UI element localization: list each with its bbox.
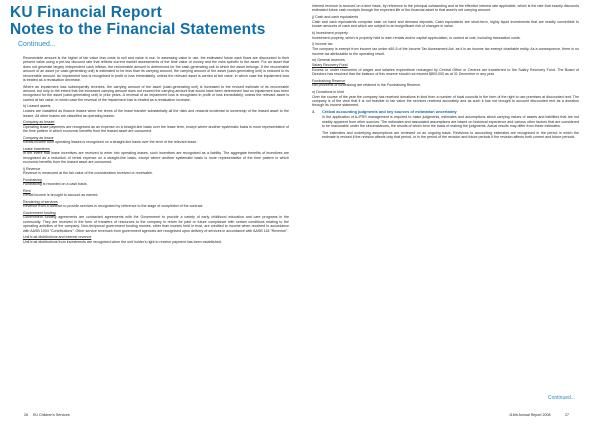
critical-judgments-paragraph-1: In the application of A-IFRS management is required to make judgments, estimates and assumptions about carrying values of assets and liabilities that are not readily apparent from other sources. The estimates and associated assumptions are based on historical experience and various other factors that are considered to be reasonable under the circumstances, the results of which form the basis of making the judgments. Actual results may differ from these estimates.	[322, 115, 579, 129]
company-lessee-heading: Company as lessee	[23, 120, 55, 125]
report-title: KU Financial Report	[10, 4, 162, 21]
left-footer-text: KU Children's Services	[33, 413, 70, 417]
lease-incentives-paragraph: In the event that lease incentives are received to enter into operating leases, such incentives are recognised as a liability. The aggregate benefits of incentives are recognised as a reduction of rental expense on a straight-line basis, except where another systematic basis is more representative of the time pattern in which economic benefits from the leased asset are consumed.	[23, 151, 289, 164]
general-reserves-heading: m) General reserves	[312, 58, 345, 63]
cash-paragraph: Cash and cash equivalents comprise cash on hand and demand deposits. Cash equivalents are short-term, highly liquid investments that are readily convertible to known amounts of cash and which are subject to an insignificant risk of changes in value.	[312, 19, 579, 29]
unit-trust-paragraph: Unit trust distributions from investments are recognised when the unit holder's right to receive payment has been established.	[23, 239, 222, 244]
investment-property-heading: k) Investment property	[312, 30, 348, 35]
fundraising-paragraph: Fundraising is recorded on a cash basis.	[23, 182, 88, 187]
government-funding-heading: Government funding	[23, 211, 56, 216]
unit-trust-heading: Unit trust distributions and interest revenue	[23, 235, 92, 240]
salary-recovery-paragraph: Excess or under recoveries of wages and salaries expenditure recharged by Central Office or Centres are transferred to the Salary Recovery Fund. The Board of Directors has resolved that the balance of this reserve should not exceed $800,000 as at 31 December in any year.	[312, 67, 579, 77]
investment-property-paragraph: Investment property, which is property held to earn rentals and/or capital appreciation, is carried at cost, including transaction costs.	[312, 35, 521, 40]
cash-heading: j) Cash and cash equivalents	[312, 15, 359, 19]
leased-assets-heading: h) Leased assets	[23, 104, 51, 109]
services-heading: Rendering of services	[23, 200, 58, 205]
right-column	[312, 4, 579, 142]
donations-heading: n) Donations in kind	[312, 89, 344, 94]
company-lessor-heading: Company as lessor	[23, 135, 54, 140]
leased-assets-paragraph: Leases are classified as finance leases when the terms of the lease transfer substantially all the risks and rewards incidental to ownership of the leased asset to the lessee. All other leases are classified as operating leases.	[23, 109, 289, 118]
right-footer-text: 116th Annual Report 2008	[509, 413, 551, 417]
impairment-paragraph-2: Where an impairment loss subsequently reverses, the carrying amount of the asset (cash-generating unit) is increased to the revised estimate of its recoverable amount, but only to the extent that the increased carrying amount does not exceed the carrying amount that would have been determined had no impairment loss been recognised for the asset (cash-generating unit) in prior years. A reversal of an impairment loss is recognised in profit or loss immediately, unless the relevant asset is carried at fair value, in which case the reversal of the impairment loss is treated as a revaluation increase.	[23, 84, 289, 102]
rent-heading: Rent	[23, 189, 31, 194]
critical-judgments-heading	[312, 110, 579, 114]
services-paragraph: Revenue from a contract to provide services is recognised by reference to the stage of completion of the contract.	[23, 204, 204, 209]
continued-bottom-label: Continued...	[548, 395, 575, 401]
left-page-number: 26	[24, 413, 28, 417]
continued-label: Continued...	[18, 41, 56, 48]
section-title: Notes to the Financial Statements	[10, 21, 266, 38]
company-lessee-paragraph: Operating lease payments are recognised as an expense on a straight-line basis over the lease term, except where another systematic basis is more representative of the time pattern in which economic benefits from the leased asset are consumed.	[23, 124, 289, 134]
income-tax-paragraph: The company is exempt from income tax under s50-5 of the Income Tax Assessment Act, as it is an income tax exempt charitable entity. As a consequence, there is no income tax attributable to the operating result.	[312, 47, 579, 56]
fundraising-heading: Fundraising	[23, 178, 42, 183]
income-tax-heading: l) Income tax	[312, 42, 333, 47]
donations-paragraph: Over the course of the year the company has received donations in kind from a number of local councils in the form of the right to use premises at discounted rent. The company is of the view that it is not feasible to fair value the services received accurately and as such it has not brought to account discounted rent as a donation through its income statement.	[312, 94, 579, 108]
left-column	[23, 56, 289, 246]
critical-judgments-body	[312, 115, 579, 139]
rent-paragraph: Rental income is brought to account as earned.	[23, 193, 99, 198]
revenue-paragraph: Revenue is measured at the fair value of the consideration received or receivable.	[23, 171, 154, 176]
interest-revenue-paragraph: Interest revenue is accrued on a time basis, by reference to the principal outstanding and at the effective interest rate applicable, which is the rate that exactly discounts estimated future cash receipts through the expected life of the financial asset to that asset's net carrying amount.	[312, 4, 579, 13]
fundraising-reserve-heading: Fundraising Reserve	[312, 78, 346, 83]
impairment-paragraph-1: Recoverable amount is the higher of fair value less costs to sell and value in use. In assessing value in use, the estimated future cash flows are discounted to their present value using a pre-tax discount rate that reflects current market assessments of the time value of money and the risks specific to the asset. For an asset that does not generate largely independent cash inflows, the recoverable amount is determined for the cash-generating unit to which the asset belongs. If the recoverable amount of an asset (or cash-generating unit) is estimated to be less than its carrying amount, the carrying amount of the asset (cash-generating unit) is reduced to its recoverable amount. An impairment loss is recognised in profit or loss immediately, unless the relevant asset is carried at fair value, in which case the impairment loss is treated as a revaluation decrease.	[23, 56, 289, 83]
lease-incentives-heading: Lease incentives	[23, 146, 50, 151]
section-heading-text: Critical accounting judgments and key sources of estimation uncertainty	[322, 108, 457, 114]
fundraising-reserve-paragraph: Net proceeds of fundraising are retained in the Fundraising Reserve.	[312, 83, 422, 88]
critical-judgments-paragraph-2: The estimates and underlying assumptions are reviewed on an ongoing basis. Revisions to accounting estimates are recognised in the period in which the estimate is revised if the revision affects only that period, or in the period of the revision and future periods if the revision affects both current and future periods.	[322, 130, 579, 140]
salary-recovery-heading: Salary Recovery Fund	[312, 63, 348, 68]
company-lessor-paragraph: Rental income from operating leases is recognised on a straight-line basis over the term of the relevant lease.	[23, 140, 198, 145]
revenue-heading: i) Revenue	[23, 166, 41, 171]
government-funding-paragraph: Government funding agreements are contracted agreements with the Government to provide a variety of early childhood education and care programs in the community. They are received in the form of transfers of resources to the company in return for past or future compliance with certain conditions relating to the operating activities of the company. Non-reciprocal government funding monies, other than monies held in trust, are credited to income when received in accordance with AASB 1004 "Contributions". Other service revenues from government agencies are recognised upon delivery of services in accordance with AASB 118 "Revenue".	[23, 215, 289, 233]
section-number: 3.	[312, 108, 316, 114]
right-page-number: 27	[565, 413, 569, 417]
